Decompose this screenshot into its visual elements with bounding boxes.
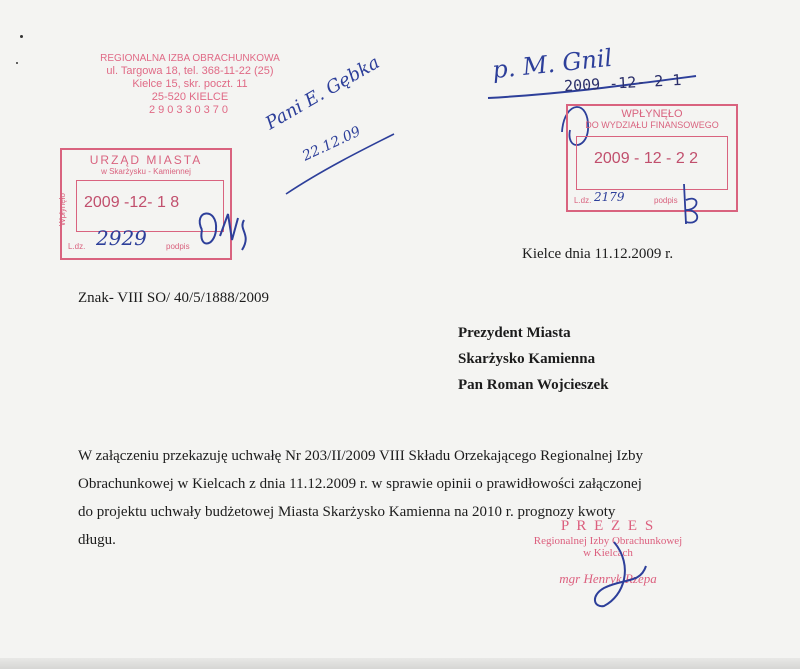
initials-scribble-left xyxy=(188,200,258,260)
sender-stamp xyxy=(90,52,290,117)
place-and-date: Kielce dnia 11.12.2009 r. xyxy=(522,246,674,262)
stamp-reg-number: 2929 xyxy=(96,226,147,250)
handwritten-note-date: 22.12.09 xyxy=(300,123,364,165)
signature-name: mgr Henryk Rzepa xyxy=(559,571,657,586)
signature-org2: w Kielcach xyxy=(583,547,633,559)
stamp-subtitle: w Skarżysku - Kamiennej xyxy=(101,167,191,176)
sender-stamp-line5: 290330370 xyxy=(148,104,232,116)
scan-speck xyxy=(16,62,18,64)
body-line4: długu. xyxy=(78,532,116,548)
reference-number: Znak- VIII SO/ 40/5/1888/2009 xyxy=(78,290,269,306)
stamp-title: URZĄD MIASTA xyxy=(89,153,203,167)
stamp-sign-label: podpis xyxy=(654,196,678,205)
recipient-block xyxy=(458,320,609,398)
stamp-side-label: Wpłynęło xyxy=(57,193,67,226)
stamp-sign-label: podpis xyxy=(166,242,190,251)
handwritten-underline xyxy=(282,130,402,200)
scan-edge-bottom xyxy=(0,658,800,669)
recipient-line3: Pan Roman Wojcieszek xyxy=(458,377,609,393)
sender-stamp-line2: ul. Targowa 18, tel. 368-11-22 (25) xyxy=(106,65,274,77)
handwritten-note-recipient: p. M. Gnil xyxy=(490,43,614,85)
stamp-reg-label: L.dz. xyxy=(68,242,86,251)
handwritten-date-stamp: 2009 -12- 2 1 xyxy=(563,70,682,96)
sender-stamp-line1: REGIONALNA IZBA OBRACHUNKOWA xyxy=(100,53,280,64)
initials-scribble-right xyxy=(674,180,704,230)
recipient-line2: Skarżysko Kamienna xyxy=(458,351,596,367)
stamp-line1: WPŁYNĘŁO xyxy=(621,108,683,120)
sender-stamp-line3: Kielce 15, skr. poczt. 11 xyxy=(132,78,248,90)
stamp-reg-number: 2179 xyxy=(594,190,625,204)
signature-org1: Regionalnej Izby Obrachunkowej xyxy=(533,535,683,547)
body-line3: do projektu uchwały budżetowej Miasta Skarżysko Kamienna na 2010 r. prognozy kwoty xyxy=(78,504,616,520)
scan-speck xyxy=(20,35,23,38)
body-line1: W załączeniu przekazuję uchwałę Nr 203/II/2009 VIII Składu Orzekającego Regionalnej Izby xyxy=(78,448,644,464)
sender-stamp-line4: 25-520 KIELCE xyxy=(151,91,229,103)
stamp-date: 2009 -12- 1 8 xyxy=(84,194,180,211)
stamp-date: 2009 - 12 - 2 2 xyxy=(594,150,699,167)
receipt-stamp-finance-dept xyxy=(566,104,738,212)
signature-title: P R E Z E S xyxy=(560,518,656,534)
stamp-line2: DO WYDZIAŁU FINANSOWEGO xyxy=(585,120,719,130)
recipient-line1: Prezydent Miasta xyxy=(458,325,571,341)
body-line2: Obrachunkowej w Kielcach z dnia 11.12.2009 r. w sprawie opinii o prawidłowości załączonej xyxy=(78,476,642,492)
stamp-reg-label: L.dz. xyxy=(574,196,592,205)
handwritten-note-assignee: Pani E. Gębka xyxy=(262,52,384,135)
handwritten-signature xyxy=(584,536,654,616)
